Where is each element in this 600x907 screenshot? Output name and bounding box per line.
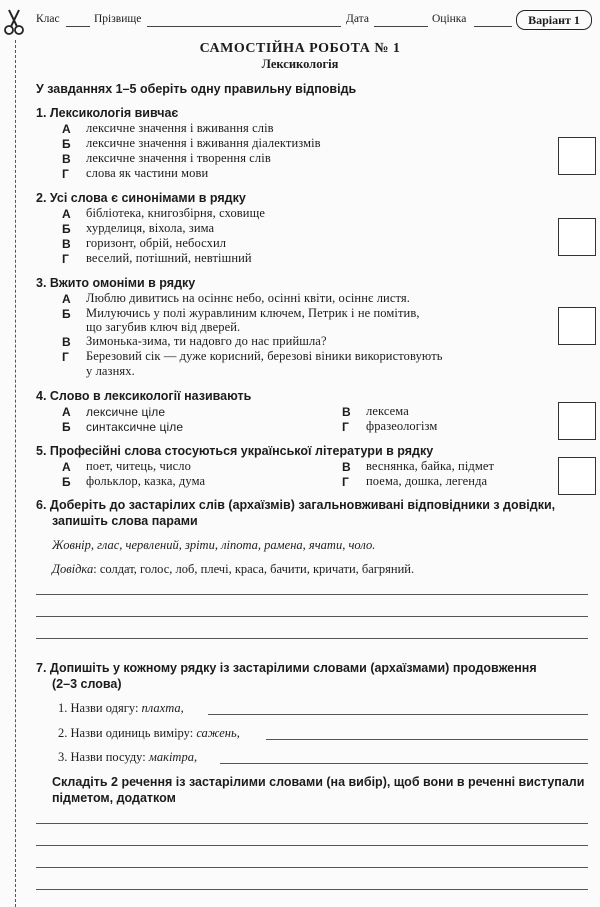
q6-question-line2: запишіть слова парами xyxy=(52,514,198,528)
q4-option-a: лексичне ціле xyxy=(86,405,166,419)
q4-option-g-letter: Г xyxy=(342,420,349,434)
q5-answer-box[interactable] xyxy=(558,457,596,495)
class-field[interactable] xyxy=(66,26,90,27)
q1-option-a-letter: А xyxy=(62,122,71,136)
q3-option-a: Люблю дивитись на осіннє небо, осінні квіти, осіннє листя. xyxy=(86,291,410,305)
q5-option-a-letter: А xyxy=(62,460,71,474)
surname-field[interactable] xyxy=(147,26,341,27)
q3-option-v-letter: В xyxy=(62,335,71,349)
q7-item-2-suffix: , xyxy=(236,726,240,740)
q5-option-v: веснянка, байка, підмет xyxy=(366,459,495,473)
q2-question: 2. Усі слова є синонімами в рядку xyxy=(36,191,246,205)
q3-option-b: Милуючись у полі журавлиним ключем, Петрик і не помітив, xyxy=(86,306,420,320)
q2-option-a-letter: А xyxy=(62,207,71,221)
q6-archaisms: Жовнір, глас, червлений, зріти, ліпота, рамена, ячати, чоло. xyxy=(52,538,376,552)
q3-option-b-letter: Б xyxy=(62,307,71,321)
q7-answer-line-1[interactable] xyxy=(36,823,588,824)
grade-label: Оцінка xyxy=(432,13,467,25)
q4-question: 4. Слово в лексикології називають xyxy=(36,389,252,403)
q7-item-1-line[interactable] xyxy=(208,714,588,715)
q5-question: 5. Професійні слова стосуються української літератури в рядку xyxy=(36,444,434,458)
class-label: Клас xyxy=(36,13,60,25)
q4-option-a-letter: А xyxy=(62,405,71,419)
q6-question-line1: 6. Доберіть до застарілих слів (архаїзмів) загальновживані відповідники з довідки, xyxy=(36,498,556,512)
q3-question: 3. Вжито омоніми в рядку xyxy=(36,276,196,290)
q7-item-3-prefix: 3. Назви посуду: xyxy=(58,750,149,764)
q5-option-a: поет, читець, число xyxy=(86,459,191,473)
q2-option-b-letter: Б xyxy=(62,222,71,236)
q2-answer-box[interactable] xyxy=(558,218,596,256)
q5-option-g-letter: Г xyxy=(342,475,349,489)
q3-option-g: Березовий сік — дуже корисний, березові віники використовують xyxy=(86,349,443,363)
q7-answer-line-4[interactable] xyxy=(36,889,588,890)
q5-option-b-letter: Б xyxy=(62,475,71,489)
q4-answer-box[interactable] xyxy=(558,402,596,440)
q3-answer-box[interactable] xyxy=(558,307,596,345)
q1-answer-box[interactable] xyxy=(558,137,596,175)
q7-item-3-suffix: , xyxy=(193,750,198,764)
q7-item-3-line[interactable] xyxy=(220,763,588,764)
q7-task-line1: Складіть 2 речення із застарілими словами (на вибір), щоб вони в реченні виступали xyxy=(52,775,585,789)
q6-answer-line-2[interactable] xyxy=(36,616,588,617)
q7-item-1-suffix: , xyxy=(180,701,184,715)
q7-item-1-prefix: 1. Назви одягу: xyxy=(58,701,142,715)
q1-question: 1. Лексикологія вивчає xyxy=(36,106,179,120)
q7-item-2-prefix: 2. Назви одиниць виміру: xyxy=(58,726,197,740)
date-field[interactable] xyxy=(374,26,428,27)
q6-reference-text: : солдат, голос, лоб, плечі, краса, бачити, кричати, багряний. xyxy=(93,562,415,576)
q7-item-3 xyxy=(58,750,197,765)
q3-option-g-letter: Г xyxy=(62,350,69,364)
page-subtitle: Лексикологія xyxy=(261,57,339,71)
q1-option-v-letter: В xyxy=(62,152,71,166)
q3-option-a-letter: А xyxy=(62,292,71,306)
header xyxy=(36,10,592,30)
grade-field[interactable] xyxy=(474,26,512,27)
scissors-icon xyxy=(2,8,26,36)
q6-reference xyxy=(52,562,414,577)
date-label: Дата xyxy=(346,13,369,25)
q6-answer-line-3[interactable] xyxy=(36,638,588,639)
q7-item-2-line[interactable] xyxy=(266,739,588,740)
cut-line xyxy=(15,40,16,907)
q5-option-v-letter: В xyxy=(342,460,351,474)
q2-option-b: хурделиця, віхола, зима xyxy=(86,221,215,235)
q2-option-g: веселий, потішний, невтішний xyxy=(86,251,252,265)
q5-option-b: фольклор, казка, дума xyxy=(86,474,206,488)
q7-answer-line-2[interactable] xyxy=(36,845,588,846)
q6-answer-line-1[interactable] xyxy=(36,594,588,595)
q3-option-g-cont: у лазнях. xyxy=(86,364,135,378)
q1-option-g: слова як частини мови xyxy=(86,166,209,180)
q1-option-b-letter: Б xyxy=(62,137,71,151)
q4-option-g: фразеологізм xyxy=(366,419,438,433)
q1-option-v: лексичне значення і творення слів xyxy=(86,151,271,165)
q7-item-1 xyxy=(58,701,184,716)
instruction: У завданнях 1–5 оберіть одну правильну відповідь xyxy=(36,82,357,96)
q2-option-v: горизонт, обрій, небосхил xyxy=(86,236,227,250)
q7-task-line2: підметом, додатком xyxy=(52,791,176,805)
q2-option-v-letter: В xyxy=(62,237,71,251)
q6-reference-label: Довідка xyxy=(52,562,94,576)
q4-option-b: синтаксичне ціле xyxy=(86,420,184,434)
q7-item-2 xyxy=(58,726,240,741)
q7-question-line2: (2–3 слова) xyxy=(52,677,122,691)
q7-item-2-word: сажень xyxy=(196,726,237,740)
q3-option-v: Зимонька-зима, ти надовго до нас прийшла? xyxy=(86,334,327,348)
q7-item-1-word: плахта xyxy=(141,701,181,715)
q4-option-b-letter: Б xyxy=(62,420,71,434)
q2-option-a: бібліотека, книгозбірня, сховище xyxy=(86,206,265,220)
q7-answer-line-3[interactable] xyxy=(36,867,588,868)
q3-option-b-cont: що загубив ключ від дверей. xyxy=(86,320,241,334)
q2-option-g-letter: Г xyxy=(62,252,69,266)
q4-option-v-letter: В xyxy=(342,405,351,419)
q7-item-3-word: макітра xyxy=(148,750,194,764)
q4-option-v: лексема xyxy=(366,404,409,418)
q1-option-g-letter: Г xyxy=(62,167,69,181)
q7-question-line1: 7. Допишіть у кожному рядку із застарілими словами (архаїзмами) продовження xyxy=(36,661,537,675)
q1-option-a: лексичне значення і вживання слів xyxy=(86,121,274,135)
page-title: САМОСТІЙНА РОБОТА № 1 xyxy=(199,41,401,56)
q1-option-b: лексичне значення і вживання діалектизмів xyxy=(86,136,321,150)
surname-label: Прізвище xyxy=(94,13,142,25)
q5-option-g: поема, дошка, легенда xyxy=(366,474,488,488)
variant-badge: Варіант 1 xyxy=(516,10,592,30)
